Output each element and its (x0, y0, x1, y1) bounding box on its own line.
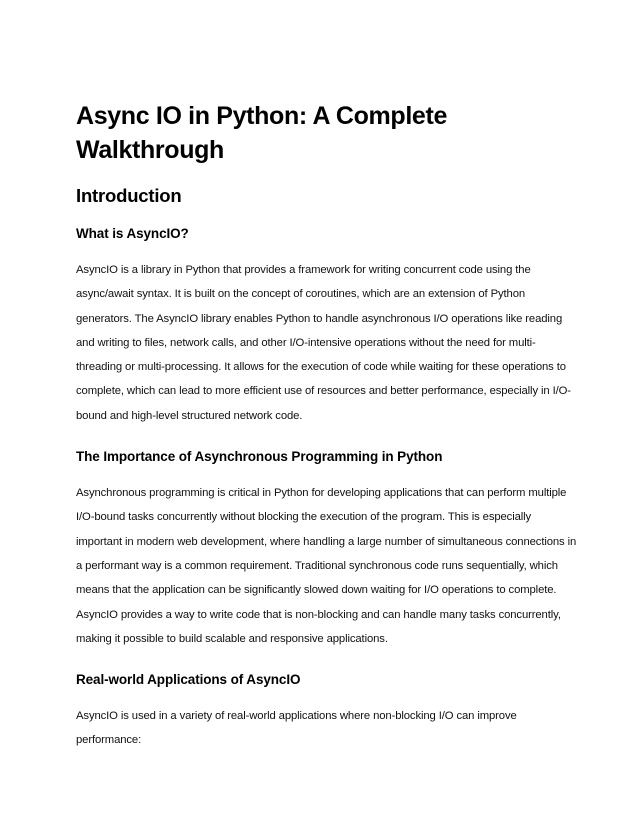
paragraph-what-is-asyncio: AsyncIO is a library in Python that provides a framework for writing concurrent code using the async/await syntax. It is built on the concept of coroutines, which are an extension of Python generators. The AsyncIO library enables Python to handle asynchronous I/O operations like reading and writing to files, network calls, and other I/O-intensive operations without the need for multi-threading or multi-processing. It allows for the execution of code while waiting for these operations to complete, which can lead to more efficient use of resources and better performance, especially in I/O-bound and high-level structured network code. (76, 264, 571, 422)
section-heading-introduction: Introduction (76, 185, 182, 206)
subsection-heading-importance: The Importance of Asynchronous Programming in Python (76, 449, 443, 465)
paragraph-importance: Asynchronous programming is critical in Python for developing applications that can perform multiple I/O-bound tasks concurrently without blocking the execution of the program. This is especially important in modern web development, where handling a large number of simultaneous connections in a performant way is a common requirement. Traditional synchronous code runs sequentially, which means that the application can be significantly slowed down waiting for I/O operations to complete. AsyncIO provides a way to write code that is non-blocking and can handle many tasks concurrently, making it possible to build scalable and responsive applications. (76, 487, 577, 645)
subsection-heading-real-world-applications: Real-world Applications of AsyncIO (76, 672, 301, 688)
document-title: Async IO in Python: A Complete Walkthrough (76, 102, 448, 164)
paragraph-real-world-applications: AsyncIO is used in a variety of real-world applications where non-blocking I/O can improve performance: (76, 710, 517, 747)
subsection-heading-what-is-asyncio: What is AsyncIO? (76, 226, 189, 241)
